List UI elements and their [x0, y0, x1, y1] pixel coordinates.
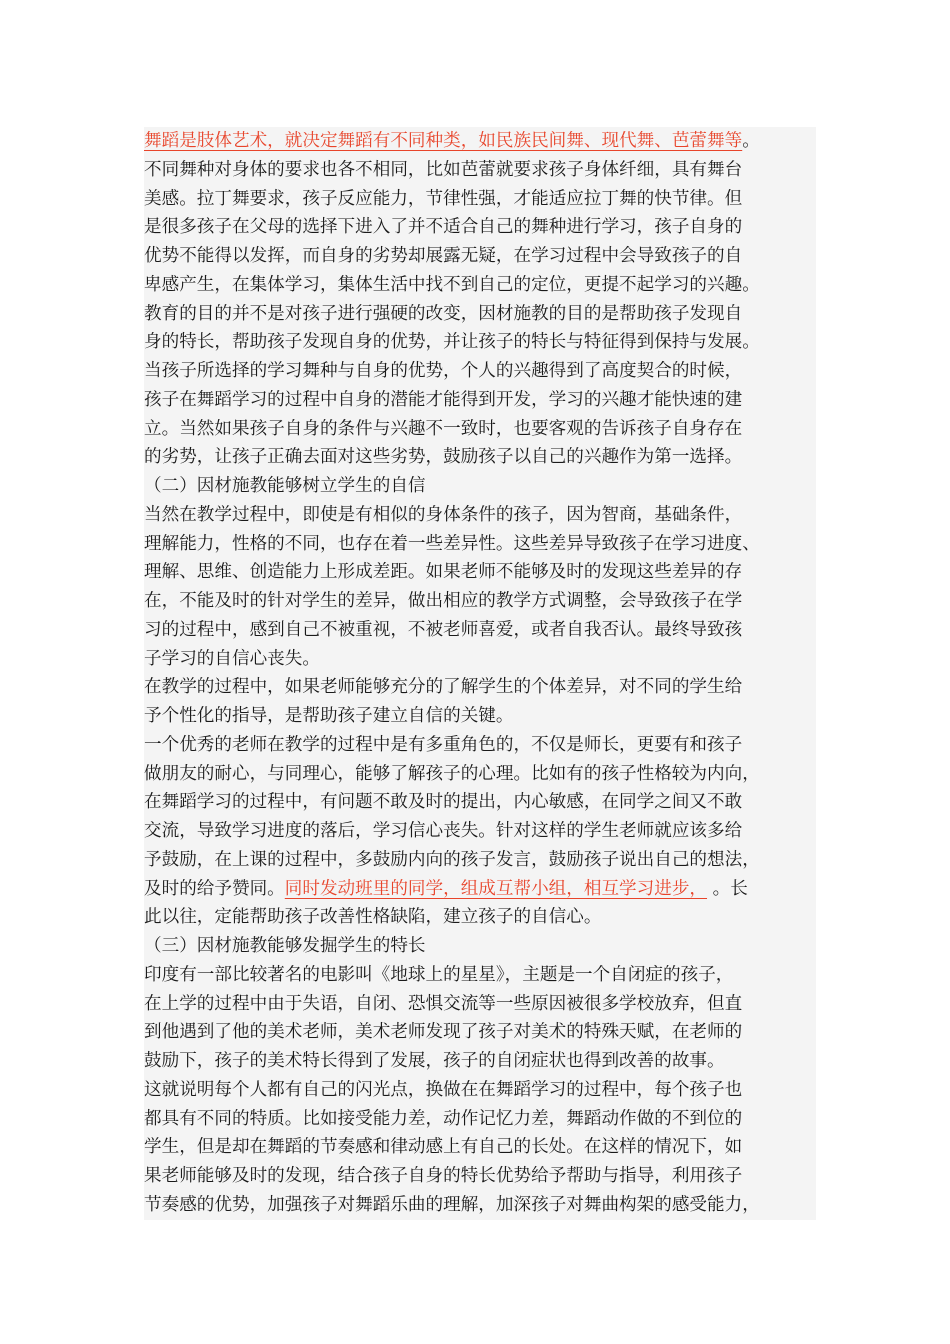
- body-text: 在教学的过程中，如果老师能够充分的了解学生的个体差异，对不同的学生给: [144, 677, 743, 698]
- text-line: [144, 472, 816, 501]
- text-line: [144, 127, 816, 156]
- text-line: [144, 271, 816, 300]
- text-line: [144, 242, 816, 271]
- body-text: 予鼓励，在上课的过程中，多鼓励内向的孩子发言，鼓励孩子说出自己的想法，: [144, 849, 760, 870]
- text-line: [144, 961, 816, 990]
- text-line: [144, 1105, 816, 1134]
- body-text: 教育的目的并不是对孩子进行强硬的改变，因材施教的目的是帮助孩子发现自: [144, 303, 743, 324]
- body-text: 在上学的过程中由于失语，自闭、恐惧交流等一些原因被很多学校放弃，但直: [144, 993, 743, 1014]
- body-text: 美感。拉丁舞要求，孩子反应能力，节律性强，才能适应拉丁舞的快节律。但: [144, 188, 743, 209]
- body-text: 不同舞种对身体的要求也各不相同，比如芭蕾就要求孩子身体纤细，具有舞台: [144, 159, 743, 180]
- text-line: [144, 587, 816, 616]
- body-text: 的劣势，让孩子正确去面对这些劣势，鼓励孩子以自己的兴趣作为第一选择。: [144, 447, 743, 468]
- text-line: [144, 1191, 816, 1220]
- body-text: 及时的给予赞同。: [144, 878, 285, 899]
- text-line: [144, 558, 816, 587]
- body-text: （三）因材施教能够发掘学生的特长: [144, 936, 426, 956]
- body-text: 当孩子所选择的学习舞种与自身的优势，个人的兴趣得到了高度契合的时候，: [144, 361, 743, 381]
- text-line: [144, 1047, 816, 1076]
- body-text: 到他遇到了他的美术老师，美术老师发现了孩子对美术的特殊天赋，在老师的: [144, 1022, 743, 1043]
- body-text: 果老师能够及时的发现，结合孩子自身的特长优势给予帮助与指导，利用孩子: [144, 1166, 743, 1186]
- text-line: [144, 702, 816, 731]
- text-line: [144, 673, 816, 702]
- text-line: [144, 185, 816, 214]
- body-text: 身的特长，帮助孩子发现自身的优势，并让孩子的特长与特征得到保持与发展。: [144, 332, 760, 353]
- body-text: 都具有不同的特质。比如接受能力差，动作记忆力差，舞蹈动作做的不到位的: [144, 1108, 743, 1129]
- text-line: [144, 875, 816, 904]
- body-text: 在，不能及时的针对学生的差异，做出相应的教学方式调整，会导致孩子在学: [144, 591, 743, 611]
- body-text: 理解、思维、创造能力上形成差距。如果老师不能够及时的发现这些差异的存: [144, 562, 743, 583]
- text-line: [144, 846, 816, 875]
- body-text: 交流，导致学习进度的落后，学习信心丧失。针对这样的学生老师就应该多给: [144, 821, 743, 841]
- body-text: 予个性化的指导，是帮助孩子建立自信的关键。: [144, 706, 514, 726]
- body-text: （二）因材施教能够树立学生的自信: [144, 476, 426, 496]
- text-line: [144, 903, 816, 932]
- document-body: [144, 127, 816, 1220]
- body-text: 立。当然如果孩子自身的条件与兴趣不一致时，也要客观的告诉孩子自身存在: [144, 418, 743, 439]
- text-line: [144, 760, 816, 789]
- body-text: 理解能力，性格的不同，也存在着一些差异性。这些差异导致孩子在学习进度、: [144, 533, 760, 554]
- body-text: 印度有一部比较著名的电影叫《地球上的星星》，主题是一个自闭症的孩子，: [144, 964, 734, 985]
- body-text: 这就说明每个人都有自己的闪光点，换做在在舞蹈学习的过程中，每个孩子也: [144, 1079, 743, 1100]
- body-text: 此以往，定能帮助孩子改善性格缺陷，建立孩子的自信心。: [144, 907, 602, 928]
- body-text: 子学习的自信心丧失。: [144, 648, 320, 669]
- text-line: [144, 1162, 816, 1191]
- highlighted-text: 同时发动班里的同学，组成互帮小组，相互学习进步，: [284, 878, 708, 899]
- text-line: [144, 415, 816, 444]
- text-line: [144, 990, 816, 1019]
- text-line: [144, 1076, 816, 1105]
- body-text: 。: [742, 131, 760, 151]
- body-text: 优势不能得以发挥，而自身的劣势却展露无疑，在学习过程中会导致孩子的自: [144, 246, 743, 266]
- body-text: 是很多孩子在父母的选择下进入了并不适合自己的舞种进行学习，孩子自身的: [144, 217, 743, 238]
- text-line: [144, 1133, 816, 1162]
- text-line: [144, 817, 816, 846]
- text-line: [144, 300, 816, 329]
- text-line: [144, 357, 816, 386]
- text-line: [144, 788, 816, 817]
- text-line: [144, 328, 816, 357]
- body-text: 习的过程中，感到自己不被重视，不被老师喜爱，或者自我否认。最终导致孩: [144, 619, 743, 640]
- text-line: [144, 1018, 816, 1047]
- text-line: [144, 616, 816, 645]
- highlighted-text: 舞蹈是肢体艺术，就决定舞蹈有不同种类，如民族民间舞、现代舞、芭蕾舞等: [144, 131, 743, 151]
- body-text: 学生，但是却在舞蹈的节奏感和律动感上有自己的长处。在这样的情况下，如: [144, 1137, 743, 1158]
- text-line: [144, 501, 816, 530]
- body-text: 。长: [707, 878, 748, 899]
- body-text: 鼓励下，孩子的美术特长得到了发展，孩子的自闭症状也得到改善的故事。: [144, 1051, 725, 1071]
- body-text: 孩子在舞蹈学习的过程中自身的潜能才能得到开发，学习的兴趣才能快速的建: [144, 389, 743, 410]
- text-line: [144, 156, 816, 185]
- body-text: 做朋友的耐心，与同理心，能够了解孩子的心理。比如有的孩子性格较为内向，: [144, 763, 760, 784]
- text-line: [144, 213, 816, 242]
- body-text: 当然在教学过程中，即使是有相似的身体条件的孩子，因为智商，基础条件，: [144, 504, 743, 525]
- text-line: [144, 386, 816, 415]
- text-line: [144, 932, 816, 961]
- body-text: 卑感产生，在集体学习，集体生活中找不到自己的定位，更提不起学习的兴趣。: [144, 274, 760, 295]
- body-text: 在舞蹈学习的过程中，有问题不敢及时的提出，内心敏感，在同学之间又不敢: [144, 792, 743, 813]
- body-text: 一个优秀的老师在教学的过程中是有多重角色的，不仅是师长，更要有和孩子: [144, 734, 743, 755]
- text-line: [144, 645, 816, 674]
- body-text: 节奏感的优势，加强孩子对舞蹈乐曲的理解，加深孩子对舞曲构架的感受能力，: [144, 1194, 760, 1215]
- text-line: [144, 731, 816, 760]
- text-line: [144, 530, 816, 559]
- text-line: [144, 443, 816, 472]
